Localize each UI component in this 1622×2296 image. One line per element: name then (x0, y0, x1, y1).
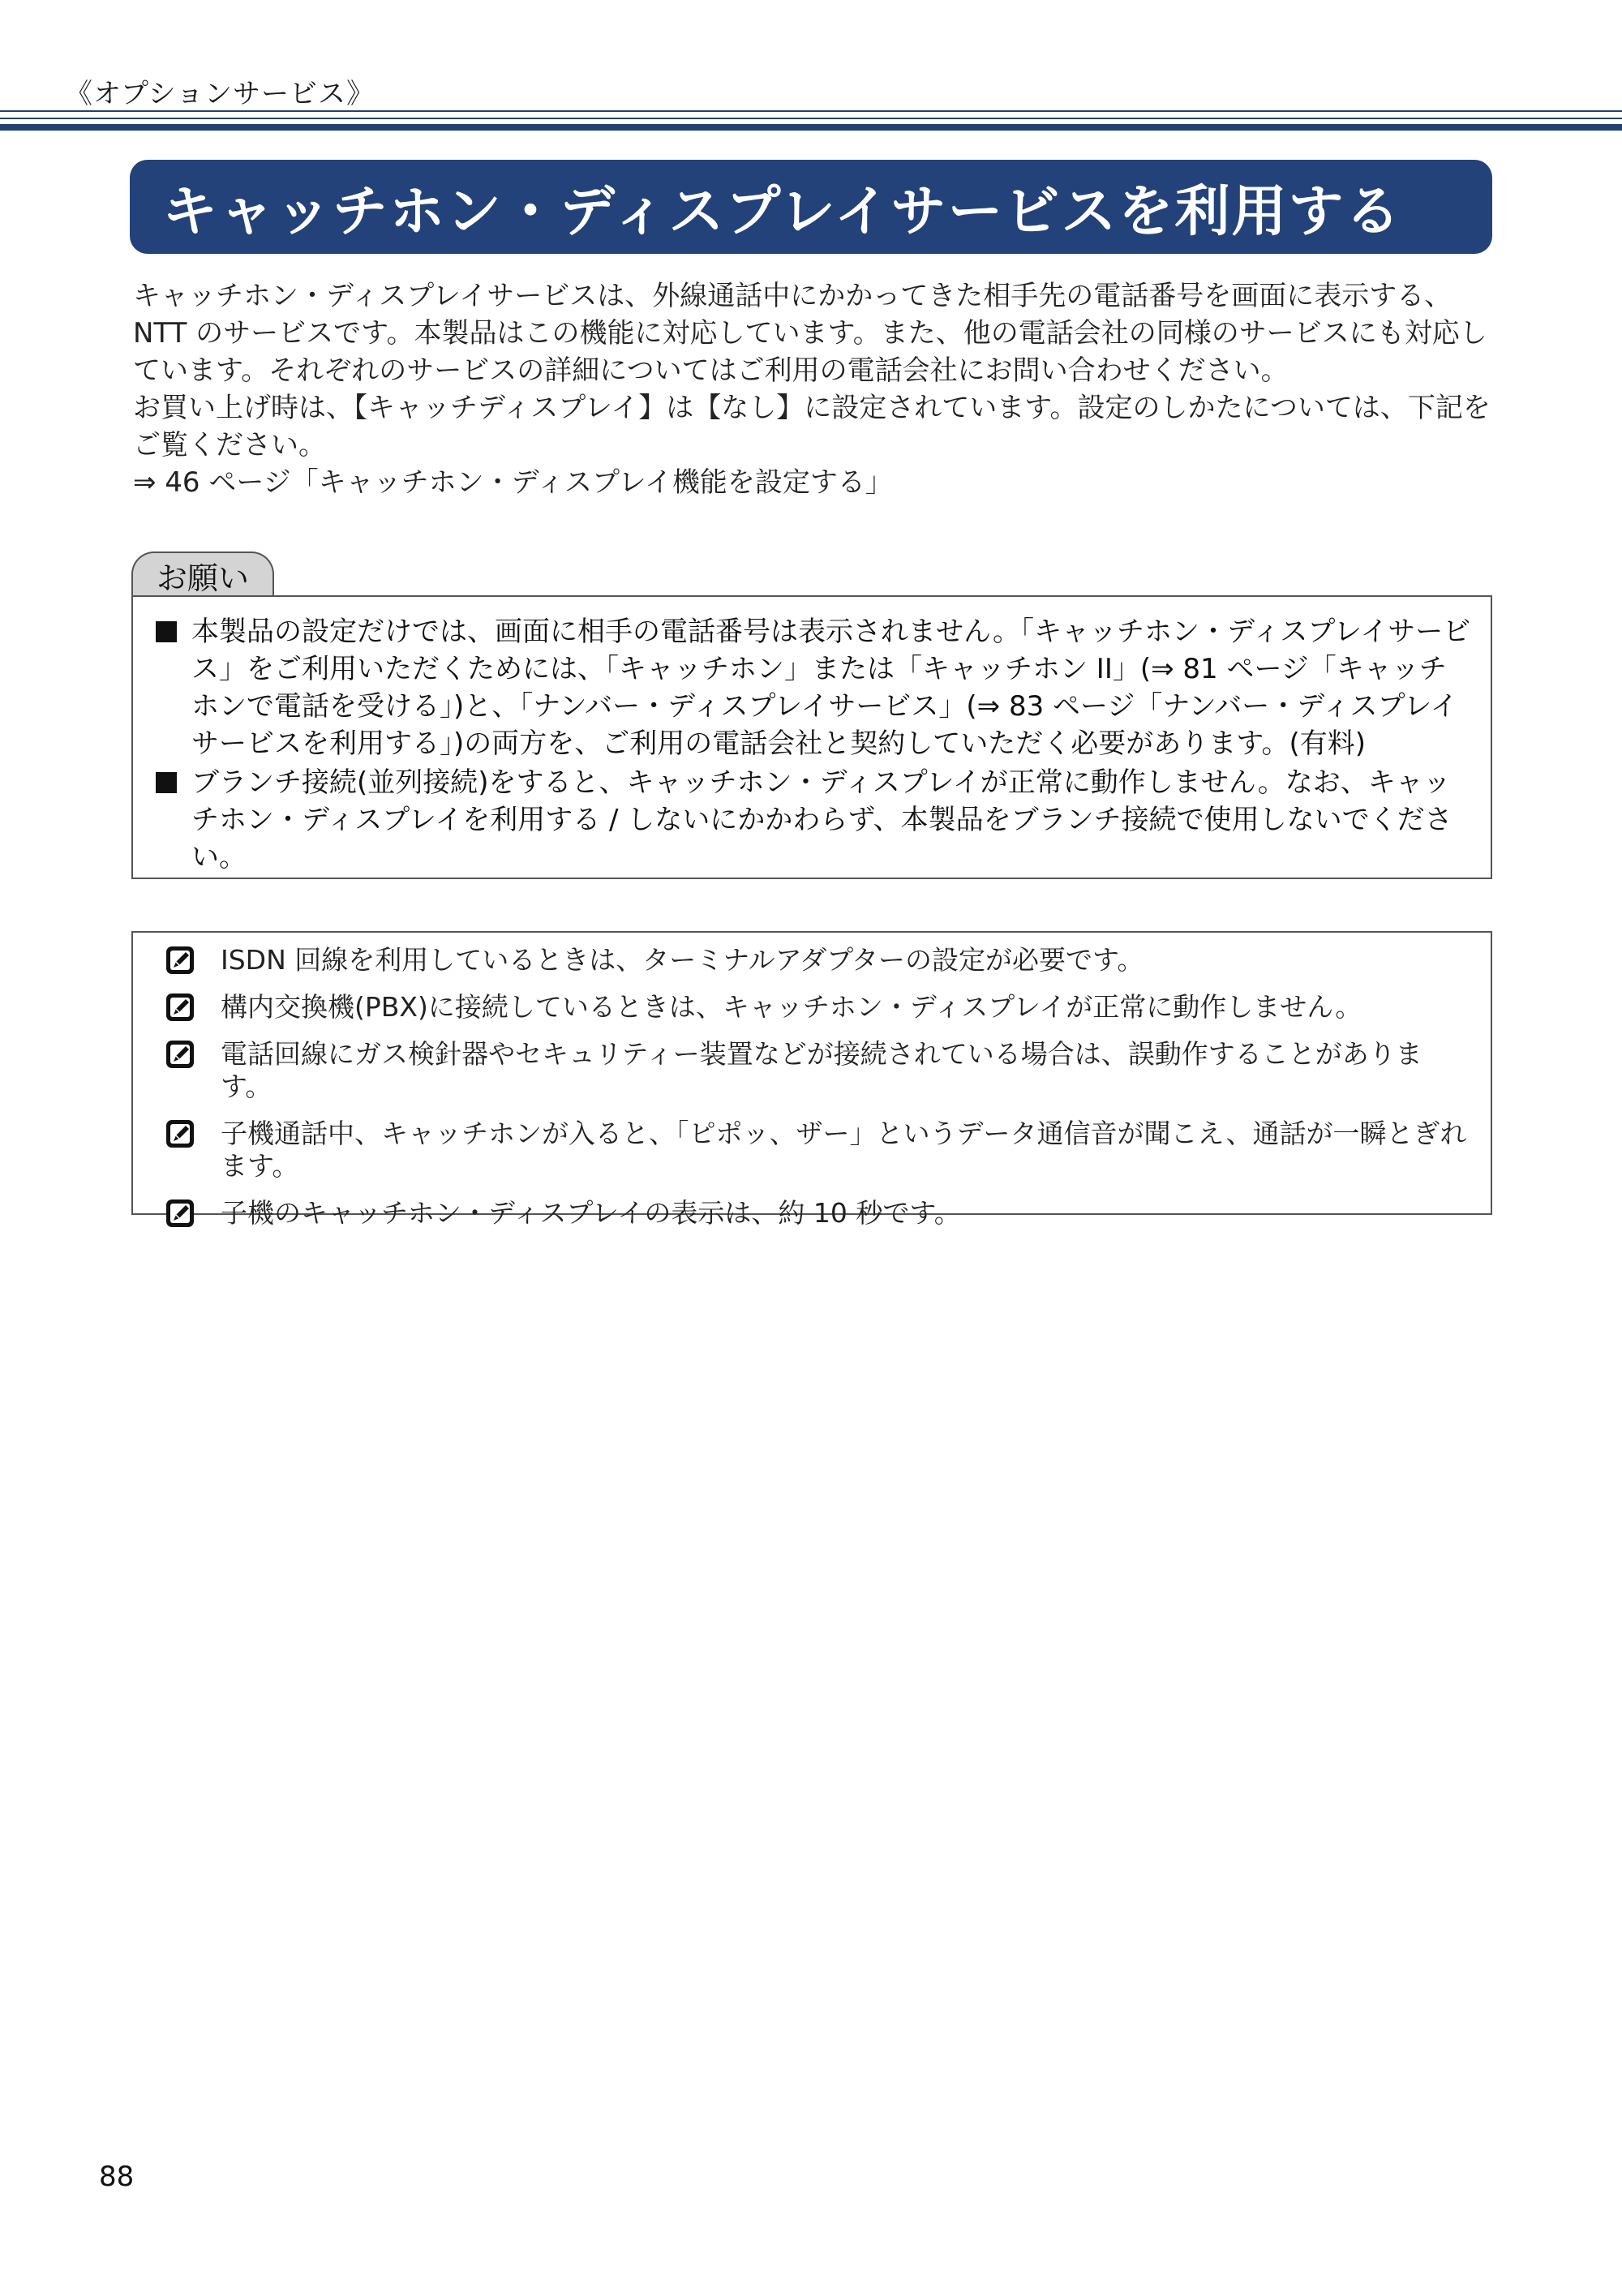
caution-box (131, 595, 1492, 879)
memo-pencil-icon (165, 1199, 195, 1228)
note-item-text: 子機通話中、キャッチホンが入ると、「ピポッ、ザー」というデータ通信音が聞こえ、通話が一瞬とぎれます。 (221, 1118, 1467, 1182)
notes-box (131, 931, 1492, 1229)
note-item (151, 944, 1473, 976)
section-label: 《オプションサービス》 (65, 78, 375, 110)
note-item-text: 子機のキャッチホン・ディスプレイの表示は、約 10 秒です。 (221, 1197, 961, 1229)
note-item-text: 構内交換機(PBX)に接続しているときは、キャッチホン・ディスプレイが正常に動作しません。 (221, 991, 1362, 1023)
header-rule-thin-1 (0, 110, 1622, 112)
intro-paragraph-1: キャッチホン・ディスプレイサービスは、外線通話中にかかってきた相手先の電話番号を画面に表示する、NTT のサービスです。本製品はこの機能に対応しています。また、他の電話会社の同様のサービスにも対応しています。それぞれのサービスの詳細についてはご利用の電話会社にお問い合わせください。 (133, 280, 1487, 387)
note-item (151, 1118, 1473, 1182)
intro-paragraph-2: お買い上げ時は、【キャッチディスプレイ】は【なし】に設定されています。設定のしかたについては、下記をご覧ください。 (133, 392, 1491, 461)
intro-reference-link[interactable]: ⇒ 46 ページ「キャッチホン・ディスプレイ機能を設定する」 (133, 466, 893, 499)
note-item (151, 1038, 1473, 1103)
memo-pencil-icon (165, 946, 195, 975)
memo-pencil-icon (165, 1040, 195, 1069)
memo-pencil-icon (165, 1119, 195, 1148)
caution-item-text: 本製品の設定だけでは、画面に相手の電話番号は表示されません。「キャッチホン・ディスプレイサービス」をご利用いただくためには、「キャッチホン」または「キャッチホン II」(⇒ 81 ページ「キャッチホンで電話を受ける」)と、「ナンバー・ディスプレイサービス」(⇒ 83 ページ「ナンバー・ディスプレイサービスを利用する」)の両方を、ご利用の電話会社と契約していただく必要があります。(有料) (191, 616, 1471, 760)
intro-text (133, 277, 1492, 501)
note-item (151, 991, 1473, 1024)
page-number: 88 (99, 2161, 135, 2193)
note-item-text: ISDN 回線を利用しているときは、ターミナルアダプターの設定が必要です。 (221, 944, 1144, 976)
caution-item-text: ブランチ接続(並列接続)をすると、キャッチホン・ディスプレイが正常に動作しません。なお、キャッチホン・ディスプレイを利用する / しないにかかわらず、本製品をブランチ接続で使用しないでください。 (191, 766, 1453, 873)
caution-item (151, 764, 1473, 876)
header-rule-thick (0, 124, 1622, 131)
page-title-bar (130, 160, 1492, 254)
square-bullet-icon (156, 621, 177, 642)
header-rule-thin-2 (0, 118, 1622, 119)
square-bullet-icon (156, 772, 177, 793)
caution-tag: お願い (131, 551, 274, 597)
note-item-text: 電話回線にガス検針器やセキュリティー装置などが接続されている場合は、誤動作することがあります。 (221, 1038, 1422, 1102)
caution-item (151, 613, 1473, 762)
page-title: キャッチホン・ディスプレイサービスを利用する (162, 179, 1402, 244)
note-item (151, 1197, 1473, 1230)
memo-pencil-icon (165, 993, 195, 1022)
